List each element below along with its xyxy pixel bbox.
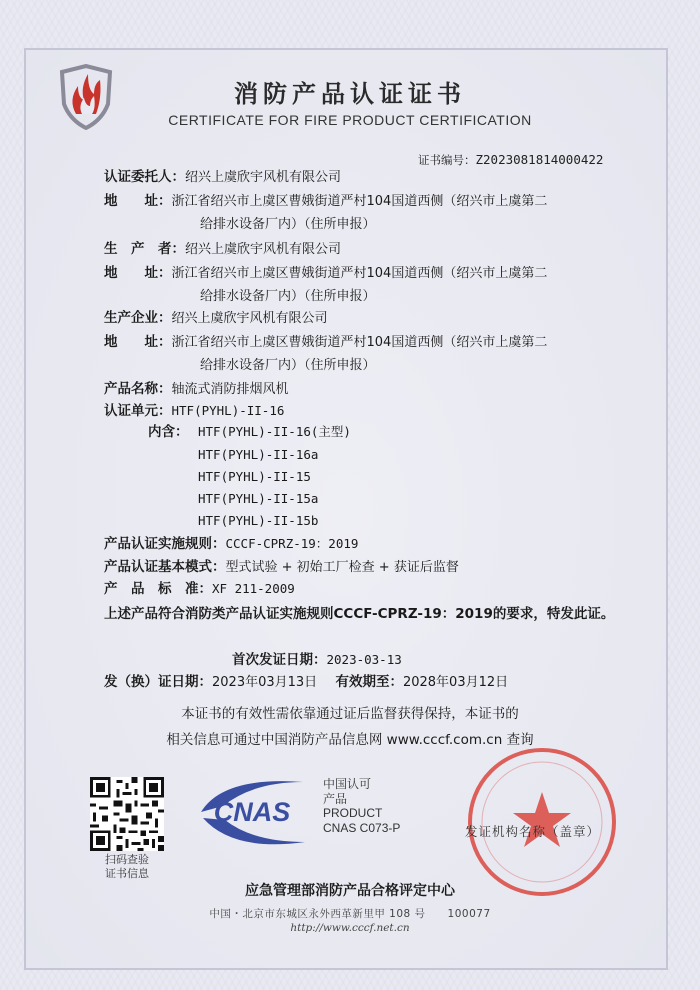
applicant-value: 绍兴上虞欣宇风机有限公司 (185, 170, 342, 185)
include-item: HTF(PYHL)-II-15 (198, 469, 311, 484)
cnas-line4: CNAS C073-P (323, 820, 401, 835)
mode-value: 型式试验 + 初始工厂检查 + 获证后监督 (225, 560, 459, 575)
includes-label: 内含： (148, 424, 189, 440)
cnas-line1: 中国认可 (323, 777, 372, 791)
qr-caption-line1: 扫码查验 (105, 853, 149, 866)
qr-caption (90, 853, 164, 881)
cert-unit-row (104, 399, 284, 423)
cnas-line3: PRODUCT (323, 806, 383, 820)
manufacturer-address-row (104, 261, 547, 286)
applicant-address-line2: 给排水设备厂内）（住所申报） (200, 217, 376, 232)
factory-row (104, 306, 328, 331)
manufacturer-address-line2: 给排水设备厂内）（住所申报） (200, 289, 376, 304)
include-item: HTF(PYHL)-II-15b (198, 513, 319, 528)
standard-value: XF 211-2009 (212, 581, 295, 596)
cert-unit-label: 认证单元： (104, 403, 172, 419)
issuer-address: 中国・北京市东城区永外西革新里甲 108 号 100077 (209, 908, 491, 920)
product-name-label: 产品名称： (104, 381, 172, 397)
applicant-address-label: 地 址： (104, 193, 172, 209)
applicant-label: 认证委托人： (104, 169, 185, 185)
cnas-logo-icon (193, 772, 311, 852)
manufacturer-address-label: 地 址： (104, 265, 172, 281)
first-issue-date: 2023-03-13 (326, 652, 402, 667)
certificate-title-english: CERTIFICATE FOR FIRE PRODUCT CERTIFICATION (168, 112, 532, 128)
manufacturer-value: 绍兴上虞欣宇风机有限公司 (185, 242, 342, 257)
qr-code-icon[interactable] (90, 777, 164, 851)
seal-caption: 发证机构名称（盖章） (465, 824, 601, 839)
first-issue-label: 首次发证日期： (232, 652, 327, 668)
include-item: HTF(PYHL)-II-16a (198, 447, 319, 462)
factory-label: 生产企业： (104, 310, 172, 326)
certificate-number-value: Z2023081814000422 (475, 152, 604, 167)
manufacturer-label: 生 产 者： (104, 241, 185, 257)
certificate-title: 消防产品认证证书 (234, 80, 466, 108)
cert-unit-value: HTF(PYHL)-II-16 (171, 403, 285, 418)
applicant-address-row (104, 189, 547, 214)
certificate-number (418, 152, 603, 168)
valid-until-value: 2028年03月12日 (402, 675, 509, 690)
applicant-address-line1: 浙江省绍兴市上虞区曹娥街道严村104国道西侧（绍兴市上虞第二 (171, 194, 548, 209)
rule-value: CCCF-CPRZ-19：2019 (225, 536, 359, 551)
issue-date-label: 发（换）证日期： (104, 674, 212, 690)
manufacturer-row (104, 237, 341, 262)
notice-line-2: 相关信息可通过中国消防产品信息网 www.cccf.com.cn 查询 (166, 732, 534, 748)
conformity-statement: 上述产品符合消防类产品认证实施规则CCCF-CPRZ-19：2019的要求，特发此证。 (104, 606, 615, 622)
standard-row (104, 577, 295, 601)
factory-address-row (104, 330, 547, 355)
applicant-row (104, 165, 341, 190)
qr-caption-line2: 证书信息 (105, 867, 149, 880)
manufacturer-address-line1: 浙江省绍兴市上虞区曹娥街道严村104国道西侧（绍兴市上虞第二 (171, 266, 548, 281)
first-issue-row (232, 648, 402, 672)
cnas-logo-text: CNAS (213, 797, 291, 827)
cnas-line2: 产品 (323, 791, 348, 806)
factory-address-line2: 给排水设备厂内）（住所申报） (200, 358, 376, 373)
include-item: HTF(PYHL)-II-15a (198, 491, 319, 506)
issuer-url[interactable]: http://www.cccf.net.cn (290, 922, 410, 934)
issuer-name: 应急管理部消防产品合格评定中心 (245, 883, 455, 899)
issue-date-value: 2023年03月13日 (212, 675, 318, 690)
mode-label: 产品认证基本模式： (104, 559, 226, 575)
cnas-accreditation (323, 777, 400, 835)
include-item: HTF(PYHL)-II-16(主型) (198, 424, 351, 439)
rule-label: 产品认证实施规则： (104, 536, 226, 552)
notice-line-1: 本证书的有效性需依靠通过证后监督获得保持，本证书的 (181, 706, 519, 722)
issue-date-row (104, 670, 508, 695)
includes-label-row (148, 420, 189, 444)
certificate-number-label: 证书编号： (418, 153, 476, 167)
factory-address-label: 地 址： (104, 334, 172, 350)
product-name-value: 轴流式消防排烟风机 (171, 382, 289, 397)
rule-row (104, 532, 358, 556)
factory-value: 绍兴上虞欣宇风机有限公司 (171, 311, 328, 326)
standard-label: 产 品 标 准： (104, 581, 212, 597)
factory-address-line1: 浙江省绍兴市上虞区曹娥街道严村104国道西侧（绍兴市上虞第二 (171, 335, 548, 350)
valid-until-label: 有效期至： (335, 674, 403, 690)
